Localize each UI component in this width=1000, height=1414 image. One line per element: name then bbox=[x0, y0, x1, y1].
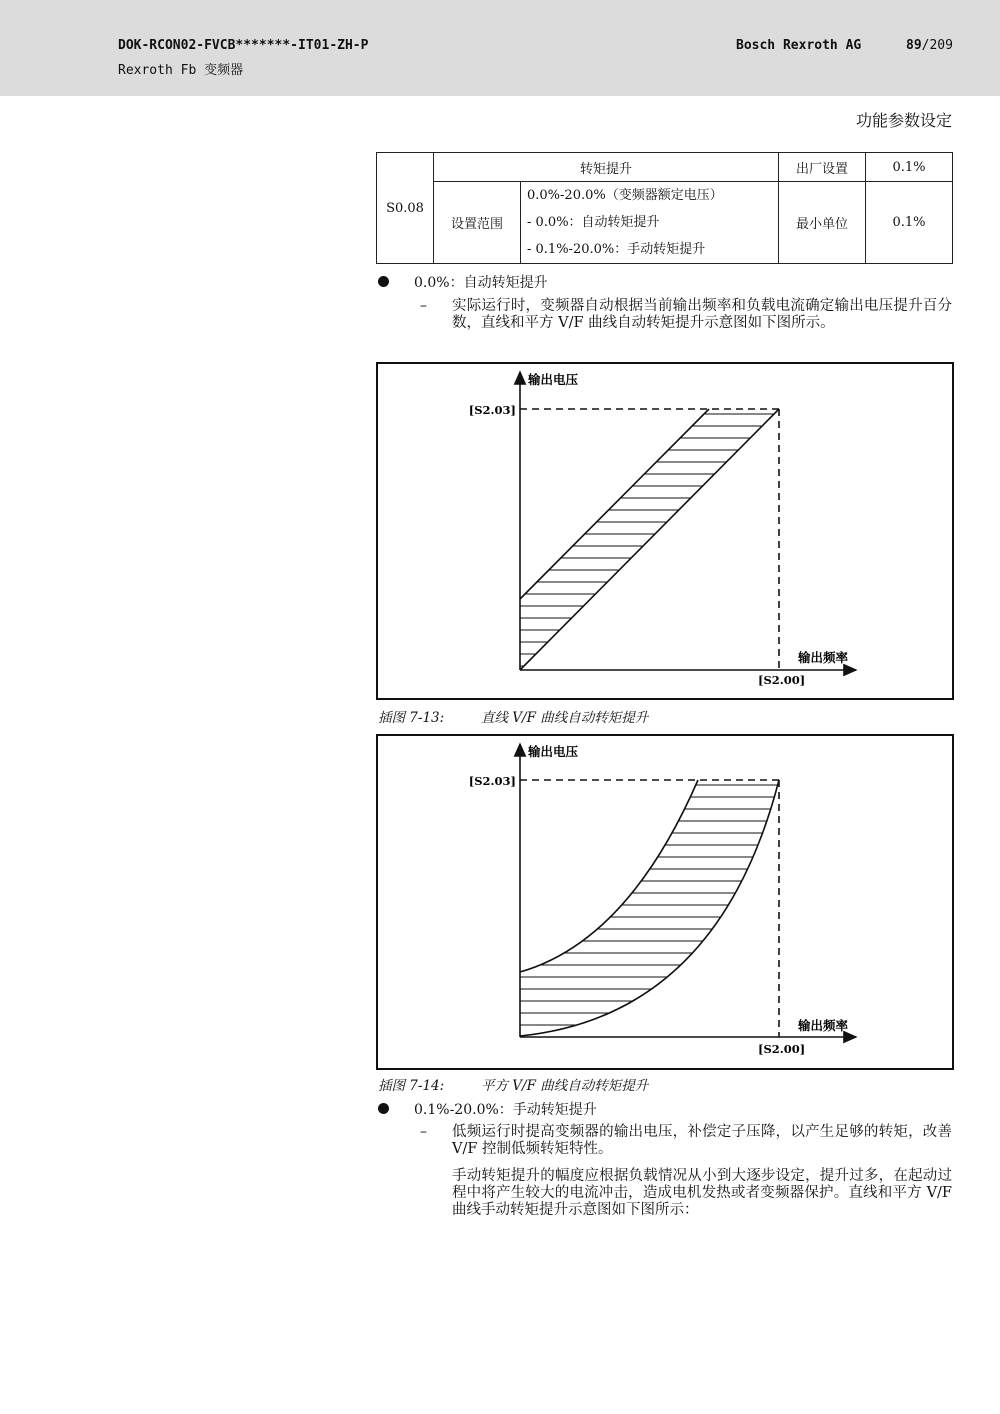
manual-boost-description: 低频运行时提高变频器的输出电压，补偿定子压降，以产生足够的转矩，改善 V/F 控制低频转矩特性。 bbox=[452, 1124, 952, 1157]
base-vf-line bbox=[520, 409, 779, 670]
page-number bbox=[906, 38, 953, 53]
param-code: S0.08 bbox=[377, 153, 434, 264]
factory-label: 出厂设置 bbox=[779, 153, 866, 182]
figure-square-vf bbox=[376, 734, 954, 1070]
y-max-marker: [S2.03] bbox=[468, 774, 516, 788]
doc-id: DOK-RCON02-FVCB*******-IT01-ZH-P bbox=[118, 38, 369, 53]
bullet-dot bbox=[378, 276, 389, 287]
boosted-vf-line bbox=[520, 409, 709, 599]
unit-label: 最小单位 bbox=[779, 182, 866, 264]
bullet-dot bbox=[378, 1103, 389, 1114]
page-header bbox=[0, 0, 1000, 96]
auto-boost-description: 实际运行时，变频器自动根据当前输出频率和负载电流确定输出电压提升百分数，直线和平方 V/F 曲线自动转矩提升示意图如下图所示。 bbox=[452, 298, 952, 331]
factory-value: 0.1% bbox=[866, 153, 953, 182]
range-values bbox=[521, 182, 779, 264]
figure-1-caption-number: 插图 7-13: bbox=[378, 710, 445, 726]
manual-boost-caution: 手动转矩提升的幅度应根据负载情况从小到大逐步设定，提升过多，在起动过程中将产生较大的电流冲击，造成电机发热或者变频器保护。直线和平方 V/F 曲线手动转矩提升示意图如下图所示： bbox=[452, 1168, 952, 1218]
param-name: 转矩提升 bbox=[434, 153, 779, 182]
parameter-table bbox=[376, 152, 953, 264]
bullet-auto-boost-title: 0.0%：自动转矩提升 bbox=[414, 275, 548, 291]
hatch-region bbox=[508, 785, 798, 1025]
section-title: 功能参数设定 bbox=[855, 111, 952, 130]
y-max-marker: [S2.03] bbox=[468, 403, 516, 417]
range-line: - 0.1%-20.0%：手动转矩提升 bbox=[527, 242, 706, 257]
dash-marker: – bbox=[420, 298, 427, 314]
y-axis-label: 输出电压 bbox=[528, 372, 579, 387]
base-square-curve bbox=[520, 780, 779, 1036]
page-total: /209 bbox=[921, 38, 953, 53]
x-axis-label: 输出频率 bbox=[798, 650, 849, 665]
x-max-marker: [S2.00] bbox=[758, 673, 806, 687]
linear-vf-diagram bbox=[378, 364, 952, 698]
company-name: Bosch Rexroth AG bbox=[736, 38, 862, 53]
x-max-marker: [S2.00] bbox=[758, 1042, 806, 1056]
figure-2-caption-text: 平方 V/F 曲线自动转矩提升 bbox=[481, 1078, 649, 1094]
square-vf-diagram bbox=[378, 736, 952, 1068]
y-axis-label: 输出电压 bbox=[528, 744, 579, 759]
dash-marker: – bbox=[420, 1124, 427, 1140]
figure-linear-vf bbox=[376, 362, 954, 700]
hatch-region bbox=[508, 414, 798, 666]
bullet-manual-boost-title: 0.1%-20.0%：手动转矩提升 bbox=[414, 1102, 597, 1118]
range-line: 0.0%-20.0%（变频器额定电压） bbox=[527, 188, 723, 203]
x-axis-label: 输出频率 bbox=[798, 1018, 849, 1033]
figure-2-caption-number: 插图 7-14: bbox=[378, 1078, 445, 1094]
doc-subtitle: Rexroth Fb 变频器 bbox=[118, 63, 244, 78]
range-line: - 0.0%：自动转矩提升 bbox=[527, 215, 660, 230]
boosted-square-curve bbox=[520, 780, 698, 972]
page-current: 89 bbox=[906, 38, 922, 53]
unit-value: 0.1% bbox=[866, 182, 953, 264]
figure-1-caption-text: 直线 V/F 曲线自动转矩提升 bbox=[481, 710, 649, 726]
range-label: 设置范围 bbox=[434, 182, 521, 264]
